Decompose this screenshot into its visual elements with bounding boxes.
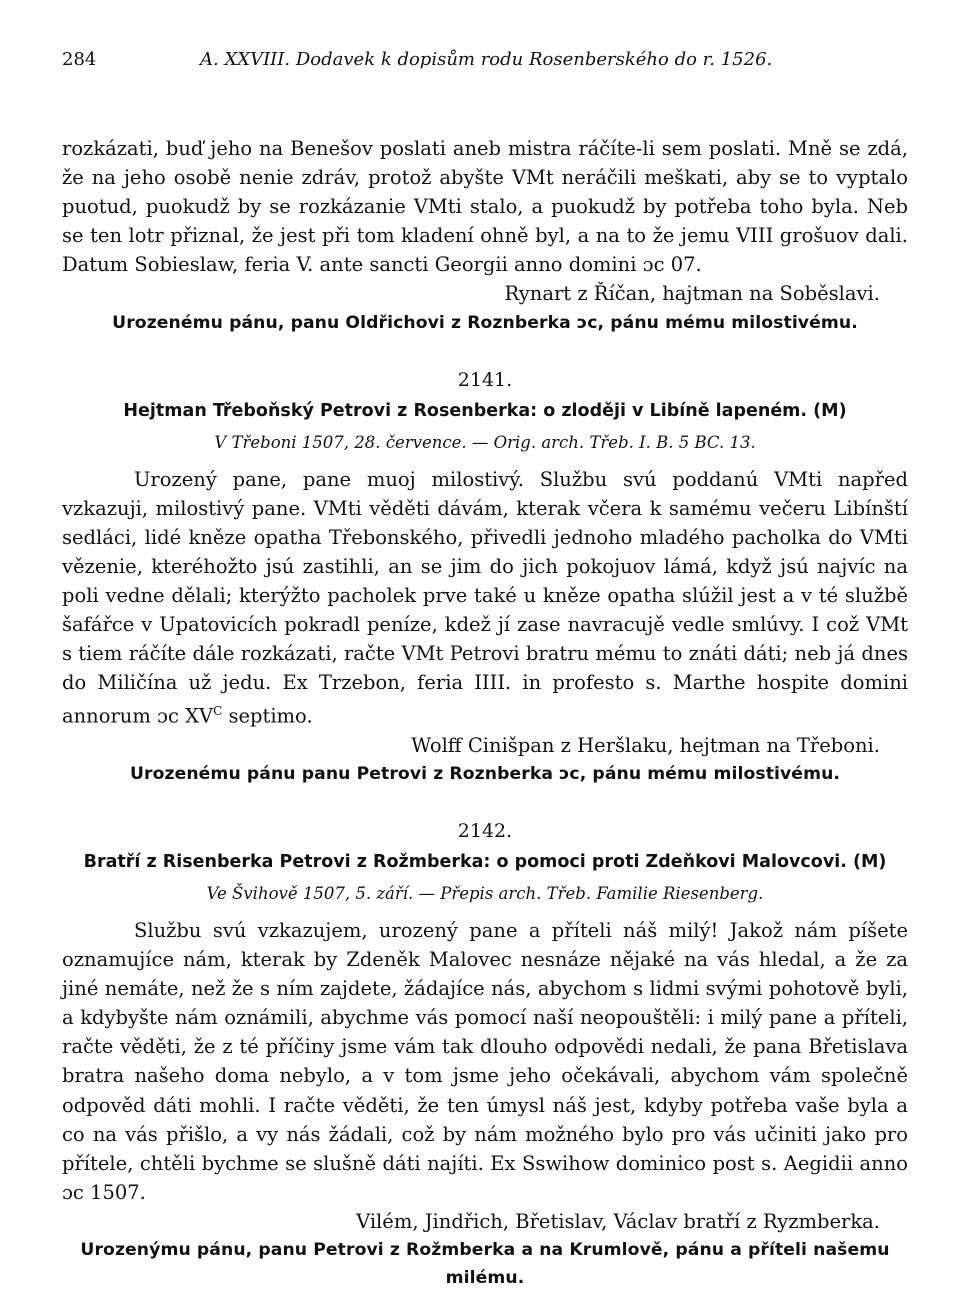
letter-continued [62, 134, 908, 337]
letter-2142 [62, 816, 908, 1292]
letter-body-end: septimo. [222, 704, 313, 728]
letter-address: Urozenému pánu panu Petrovi z Roznberka ɔc, pánu mému milostivému. [129, 764, 841, 784]
letter-address: Urozenýmu pánu, panu Petrovi z Rožmberka a na Krumlově, pánu a příteli našemu milému. [80, 1240, 890, 1289]
letter-signature: Vilém, Jindřich, Břetislav, Václav bratří z Ryzmberka. [356, 1209, 880, 1233]
letter-dating: Ve Švihově 1507, 5. září. — Přepis arch. Třeb. Familie Riesenberg. [206, 884, 764, 903]
letter-body: Službu svú vzkazujem, urozený pane a příteli náš milý! Jakož nám píšete oznamujíce nám, kterak by Zdeněk Malovec nesnáze nějaké na vás hledal, a že za jiné nemáte, než že s ním zajdete, žádajíce nás, abychom s lidmi svými pohotově byli, a kdybyšte nám oznámili, abychme vás pomocí naší neopouštěli: i milý pane a příteli, račte věděti, že z té příčiny jsme vám tak dlouho odpovědi nedali, že pana Břetislava bratra našeho doma nebylo, a v tom jsme jeho očekávali, abychom vám společně odpověd dáti mohli. I račte věděti, že ten úmysl náš jest, kdyby potřeba vaše byla a co na vás přišlo, a vy nás žádali, což by nám možného bylo pro vás učiniti jako pro přítele, chtěli bychme se slušně dáti najíti. Ex Sswihow dominico post s. Aegidii anno ɔc 1507. [62, 919, 908, 1204]
letter-body [62, 465, 908, 731]
letter-regest: Bratří z Risenberka Petrovi z Rožmberka: o pomoci proti Zdeňkovi Malovcovi. (M) [83, 852, 887, 872]
running-head [62, 46, 908, 78]
letter-body: rozkázati, buď jeho na Benešov poslati aneb mistra ráčíte-li sem poslati. Mně se zdá, že na jeho osobě nenie zdráv, protož abyšte VMt neráčili meškati, aby se to vyptalo puotud, puokudž by se rozkázanie VMti stalo, a puokudž by potřeba toho byla. Neb se ten lotr přiznal, že jest při tom kladení ohně byl, a na to že jemu VIII grošuov dali. Datum Sobieslaw, feria V. ante sancti Georgii anno domini ɔc 07. [62, 137, 908, 277]
letter-signature: Rynart z Říčan, hajtman na Soběslavi. [504, 282, 880, 306]
letter-address: Urozenému pánu, panu Oldřichovi z Roznberka ɔc, pánu mému milostivému. [112, 312, 858, 333]
letter-regest: Hejtman Třeboňský Petrovi z Rosenberka: o zloději v Libíně lapeném. (M) [123, 400, 847, 421]
superscript-c: C [213, 704, 223, 719]
letter-signature: Wolff Cinišpan z Heršlaku, hejtman na Třeboni. [411, 733, 880, 757]
letter-number: 2141. [457, 368, 513, 391]
running-title: A. XXVIII. Dodavek k dopisům rodu Rosenberského do r. 1526. [200, 49, 773, 70]
letter-body-main: Urozený pane, pane muoj milostivý. Službu svú poddanú VMti napřed vzkazuji, milostivý pane. VMti věděti dávám, kterak včera k samému večeru Libínští sedláci, lidé kněze opatha Třebonského, přivedli jednoho mladého pacholka do VMti vězenie, kteréhožto jsú zastihli, an se jim do jich pokojuov lámá, když jsú najvíc na poli vedne dělali; kterýžto pacholek prve také u kněze opatha slúžil jest a v té službě šafářce v Upatovicích pokradl peníze, kdež jí zase navracujě vedle smlúvy. I což VMt s tiem ráčíte dále rozkázati, račte VMt Petrovi bratru mému to znáti dáti; neb já dnes do Miličína už jedu. Ex Trzebon, feria IIII. in profesto s. Marthe hospite domini annorum ɔc XV [62, 467, 908, 728]
page-number: 284 [62, 49, 97, 70]
letter-2141 [62, 365, 908, 788]
book-page [62, 46, 908, 1292]
letter-number: 2142. [457, 820, 513, 842]
letter-dating: V Třeboni 1507, 28. července. — Orig. arch. Třeb. I. B. 5 BC. 13. [214, 432, 756, 452]
